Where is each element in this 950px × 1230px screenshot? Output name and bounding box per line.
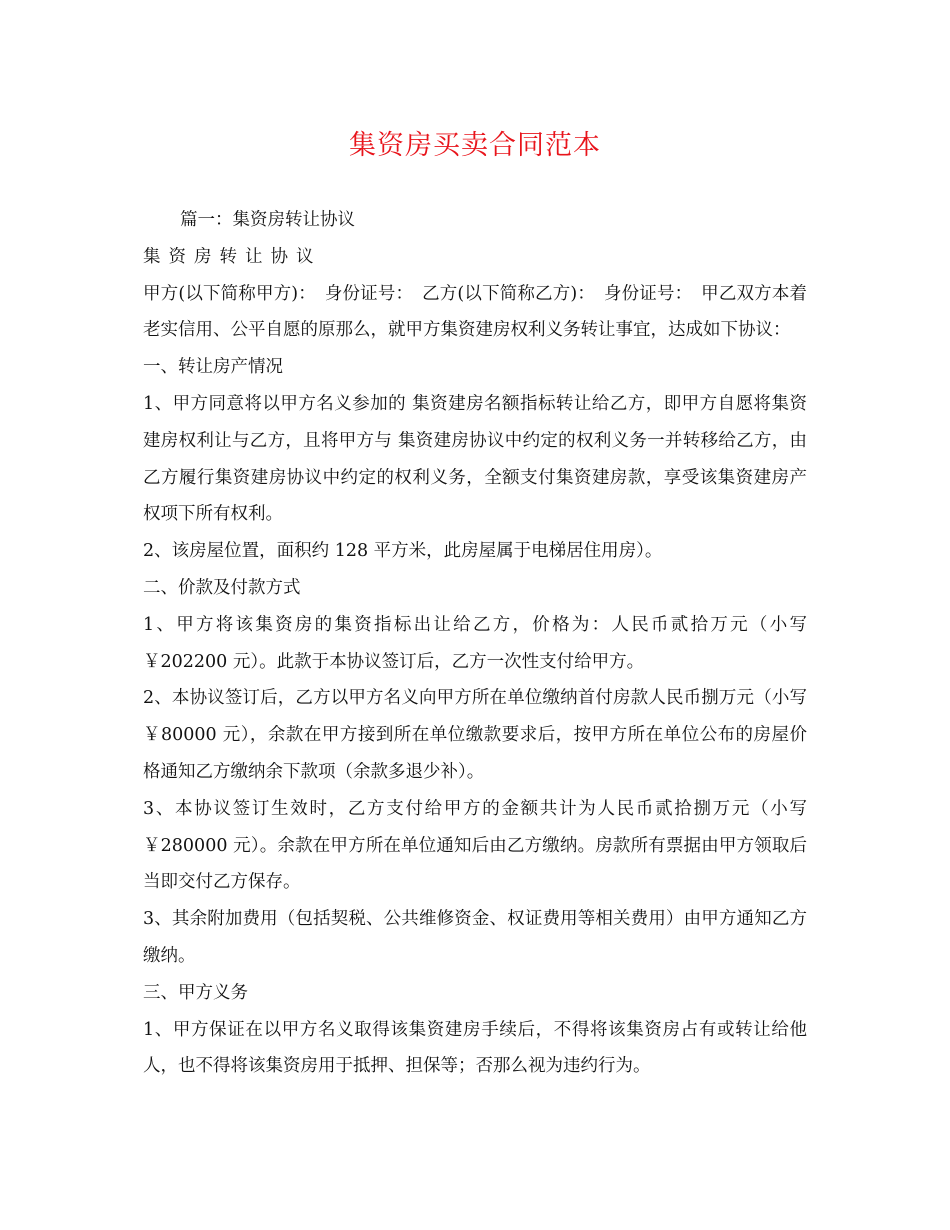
clause-payment-4: 3、其余附加费用（包括契税、公共维修资金、权证费用等相关费用）由甲方通知乙方缴纳。 [143,909,807,966]
parties-paragraph: 甲方(以下简称甲方)： 身份证号： 乙方(以下简称乙方)： 身份证号： 甲乙双方本着老实信用、公平自愿的原那么，就甲方集资建房权利义务转让事宜，达成如下协议： [143,283,807,341]
section-heading-part-one: 篇一：集资房转让协议 [180,210,355,230]
document-body [143,202,807,1085]
agreement-heading: 集资房转让协议 [143,246,322,267]
clause-payment-3: 3、本协议签订生效时，乙方支付给甲方的金额共计为人民币贰拾捌万元（小写￥280000 元）。余款在甲方所在单位通知后由乙方缴纳。房款所有票据由甲方领取后当即交付乙方保存。 [143,798,807,893]
clause-property-1: 1、甲方同意将以甲方名义参加的 集资建房名额指标转让给乙方，即甲方自愿将集资建房权利让与乙方，且将甲方与 集资建房协议中约定的权利义务一并转移给乙方，由乙方履行集资建房协议中约定的权利义务，全额支付集资建房款，享受该集资建房产权项下所有权利。 [143,393,807,525]
clause-payment-1: 1、甲方将该集资房的集资指标出让给乙方，价格为：人民币贰拾万元（小写￥202200 元）。此款于本协议签订后，乙方一次性支付给甲方。 [143,614,807,672]
clause-property-2: 2、该房屋位置，面积约 128 平方米，此房屋属于电梯居住用房）。 [143,541,663,562]
section-heading-payment: 二、价款及付款方式 [143,577,301,598]
clause-party-a-1: 1、甲方保证在以甲方名义取得该集资建房手续后，不得将该集资房占有或转让给他人，也不得将该集资房用于抵押、担保等；否那么视为违约行为。 [143,1019,807,1077]
document-title: 集资房买卖合同范本 [349,130,601,161]
clause-payment-2: 2、本协议签订后，乙方以甲方名义向甲方所在单位缴纳首付房款人民币捌万元（小写￥80000 元），余款在甲方接到所在单位缴款要求后，按甲方所在单位公布的房屋价格通知乙方缴纳余下款项（余款多退少补）。 [143,688,807,782]
section-heading-property: 一、转让房产情况 [143,357,283,378]
section-heading-party-a-duties: 三、甲方义务 [143,982,248,1003]
